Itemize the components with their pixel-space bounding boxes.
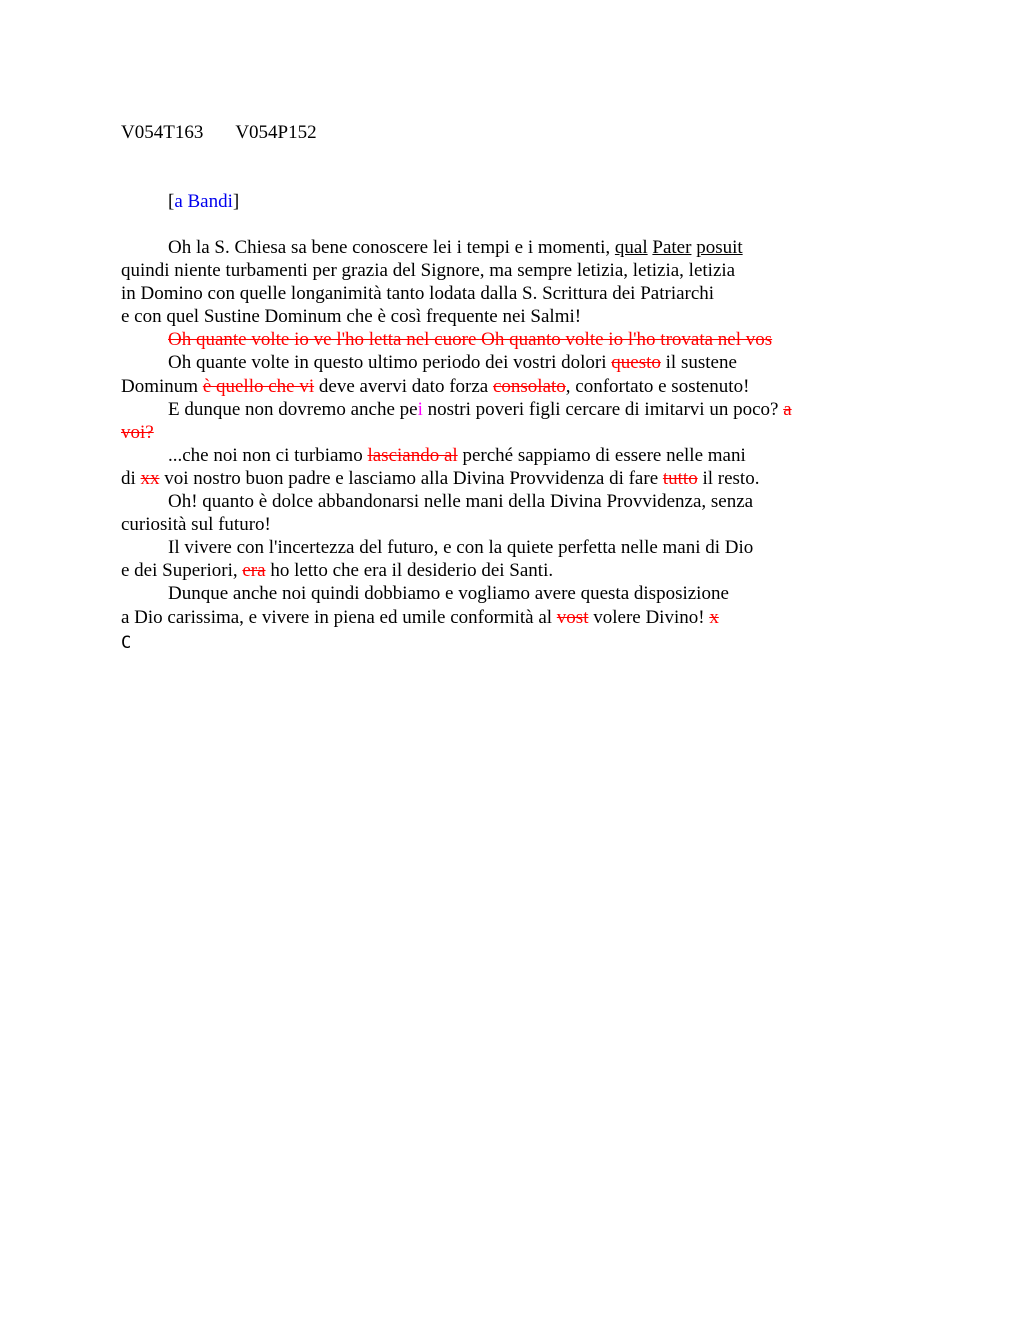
text-line-12: Oh! quanto è dolce abbandonarsi nelle mani della Divina Provvidenza, senza xyxy=(168,491,754,513)
text-segment: Oh la S. Chiesa sa bene conoscere lei i tempi e i momenti, xyxy=(168,237,615,258)
text-segment: il sustene xyxy=(660,352,737,374)
text-line-15 xyxy=(121,559,911,582)
addressee-line xyxy=(168,190,239,213)
deleted-text: era xyxy=(242,560,266,582)
document-header xyxy=(121,121,317,144)
text-segment: a Dio carissima, e vivere in piena ed umile conformità al xyxy=(121,606,557,628)
letter-body xyxy=(121,236,911,655)
text-segment: il resto. xyxy=(697,467,760,489)
underlined-word: posuit xyxy=(696,237,743,258)
text-segment: , confortato e sostenuto! xyxy=(565,375,750,397)
text-line-2: quindi niente turbamenti per grazia del Signore, ma sempre letizia, letizia, letizia xyxy=(121,260,736,282)
text-line-4: e con quel Sustine Dominum che è così frequente nei Salmi! xyxy=(121,306,582,328)
text-line-7 xyxy=(121,375,911,398)
text-segment: ho letto che era il desiderio dei Santi. xyxy=(265,560,554,582)
deleted-text: vost xyxy=(556,606,589,628)
deleted-text: a xyxy=(783,398,792,420)
text-segment: Oh quante volte in questo ultimo periodo dei vostri dolori xyxy=(168,352,612,374)
addressee-open-bracket: [ xyxy=(168,191,175,212)
text-line-6 xyxy=(121,351,911,374)
deleted-text: consolato xyxy=(492,375,566,397)
text-line-13: curiosità sul futuro! xyxy=(121,514,271,536)
volume-page-code: V054P152 xyxy=(235,122,317,143)
text-segment: E dunque non dovremo anche pe xyxy=(168,398,418,420)
deleted-text: tutto xyxy=(662,467,698,489)
text-line-14: Il vivere con l'incertezza del futuro, e con la quiete perfetta nelle mani di Dio xyxy=(168,537,754,559)
text-segment: volere Divino! xyxy=(588,606,710,628)
volume-text-code: V054T163 xyxy=(121,122,204,143)
text-line-1 xyxy=(121,236,911,259)
text-segment: nostri poveri figli cercare di imitarvi un poco? xyxy=(422,398,784,420)
inserted-text: i xyxy=(417,398,423,420)
deleted-text: è quello che vi xyxy=(202,375,315,397)
text-segment: e dei Superiori, xyxy=(121,560,243,582)
text-segment: voi nostro buon padre e lasciamo alla Divina Provvidenza di fare xyxy=(159,467,663,489)
deleted-text: xx xyxy=(140,467,160,489)
deleted-text: questo xyxy=(611,352,661,374)
text-segment: perché sappiamo di essere nelle mani xyxy=(457,444,746,466)
underlined-word: Pater xyxy=(652,237,692,258)
text-line-10 xyxy=(121,444,911,467)
text-line-11 xyxy=(121,467,911,490)
deleted-text: voi? xyxy=(121,421,154,443)
text-line-18: C xyxy=(121,632,132,653)
text-line-16: Dunque anche noi quindi dobbiamo e vogliamo avere questa disposizione xyxy=(168,583,729,605)
text-segment: ...che noi non ci turbiamo xyxy=(168,444,368,466)
addressee-name: a Bandi xyxy=(174,191,233,212)
text-segment: Dominum xyxy=(121,375,203,397)
addressee-close-bracket: ] xyxy=(232,191,240,212)
text-segment: deve avervi dato forza xyxy=(314,375,493,397)
text-line-9 xyxy=(121,421,911,444)
deleted-text: x xyxy=(709,606,719,628)
text-line-3: in Domino con quelle longanimità tanto lodata dalla S. Scrittura dei Patriarchi xyxy=(121,283,715,305)
text-line-5 xyxy=(121,328,911,351)
deleted-text: Oh quante volte io ve l'ho letta nel cuore Oh quanto volte io l'ho trovata nel vos xyxy=(168,329,773,351)
text-segment: di xyxy=(121,467,141,489)
text-line-17 xyxy=(121,606,911,629)
text-line-8 xyxy=(121,398,911,421)
underlined-word: qual xyxy=(614,237,648,258)
deleted-text: lasciando al xyxy=(367,444,458,466)
